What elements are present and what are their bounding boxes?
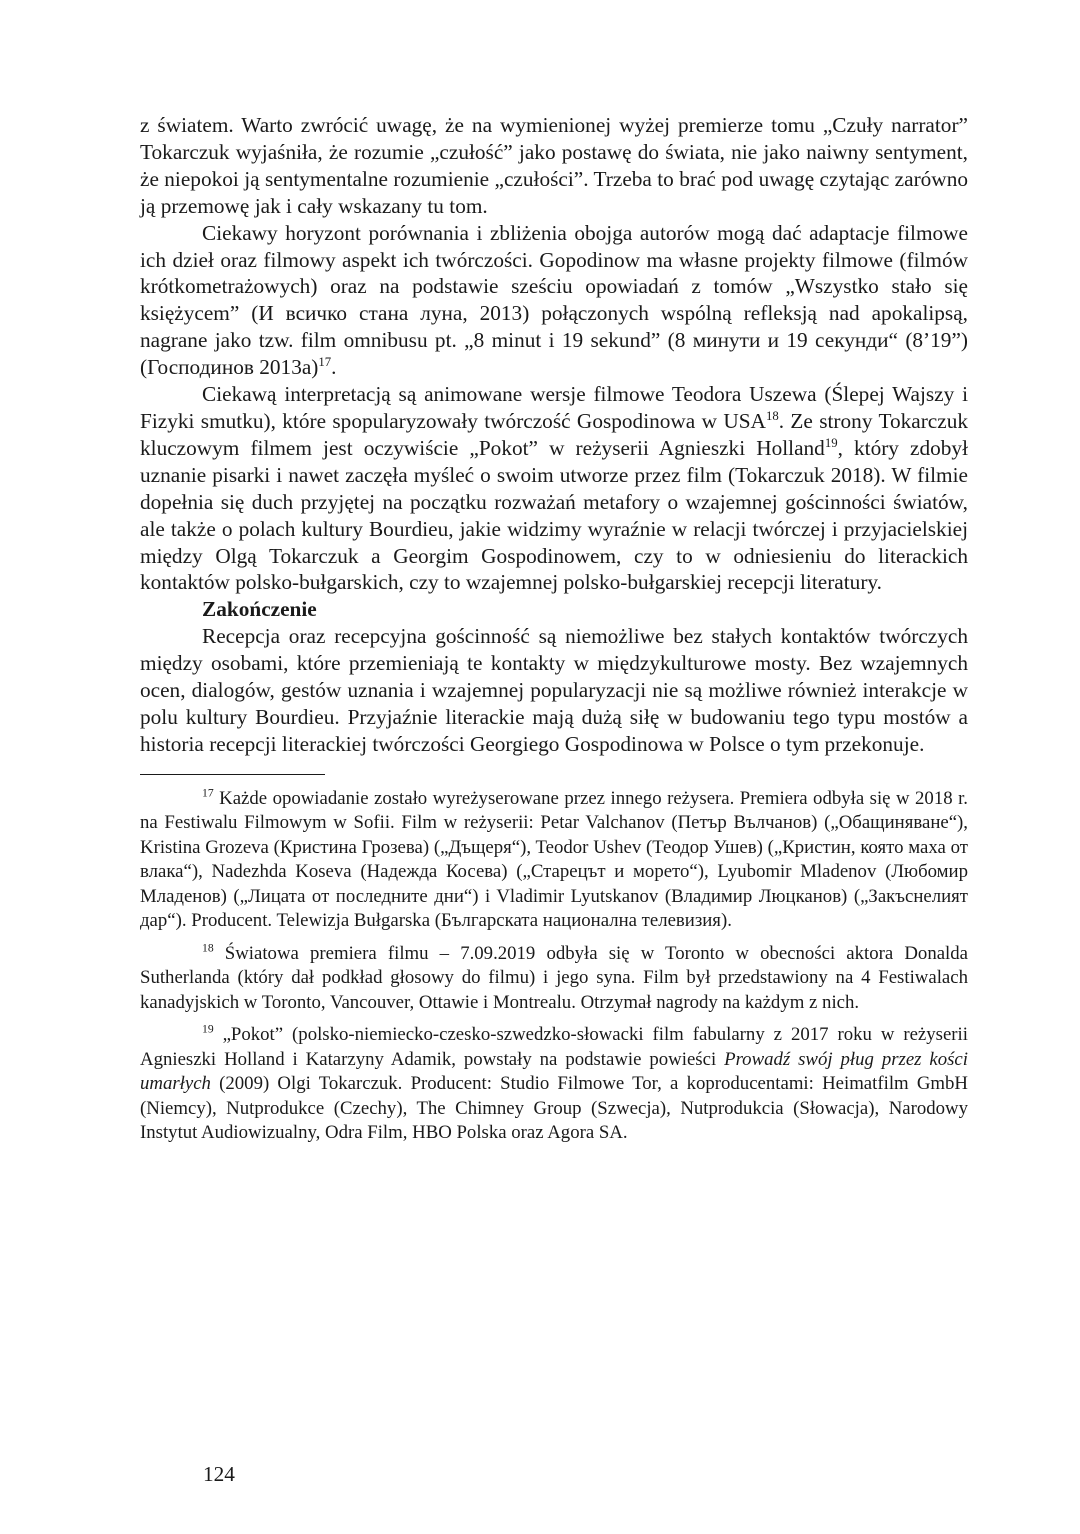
footnote-ref-19[interactable]: 19 bbox=[824, 435, 838, 450]
footnote-number: 17 bbox=[202, 786, 214, 800]
footnote-ref-18[interactable]: 18 bbox=[765, 408, 779, 423]
paragraph-3-text-c: , który zdobył uznanie pisarki i nawet zaczęła myśleć o swoim utworze przez film (Tokarczuk 2018). W filmie dopełnia się duch przyjętej na początku rozważań metafory o wzajemnej gościnności światów, ale także o polach kultury Bourdieu, jakie widzimy wyraźnie w relacji twórczej i przyjacielskiej między Olgą Tokarczuk a Georgim Gospodinowem, czy to w odniesieniu do literackich kontaktów polsko-bułgarskich, czy to wzajemnej polsko-bułgarskiej recepcji literatury. bbox=[140, 435, 969, 595]
closing-paragraph: Recepcja oraz recepcyjna gościnność są niemożliwe bez stałych kontaktów twórczych między osobami, które przemieniają te kontakty w międzykulturowe mosty. Bez wzajemnych ocen, dialogów, gestów uznania i wzajemnej popularyzacji nie są możliwe również interakcje w polu kultury Bourdieu. Przyjaźnie literackie mają dużą siłę w budowaniu tego typu mostów a historia recepcji literackiej twórczości Georgiego Gospodinowa w Polsce o tym przekonuje. bbox=[140, 624, 968, 756]
section-heading: Zakończenie bbox=[202, 597, 317, 622]
page bbox=[140, 112, 968, 1154]
paragraph-3-text-a: Ciekawą interpretacją są animowane wersje filmowe Teodora Uszewa (Ślepej Wajszy i Fizyki smutku), które spopularyzowały twórczość Gospodinowa w USA bbox=[140, 382, 968, 433]
footnote-number: 19 bbox=[202, 1022, 214, 1036]
footnote-text-a: „Pokot” (polsko-niemiecko-czesko-szwedzko-słowacki film fabularny z 2017 roku w reżyserii Agnieszki Holland i Katarzyny Adamik, powstały na podstawie powieści bbox=[140, 1024, 968, 1070]
main-text bbox=[140, 112, 968, 758]
footnote-17 bbox=[140, 787, 968, 934]
footnote-text: Światowa premiera filmu – 7.09.2019 odbyła się w Toronto w obecności aktora Donalda Sutherlanda (który dał podkład głosowy do filmu) i jego syna. Film był przedstawiony na 4 Festiwalach kanadyjskich w Toronto, Vancouver, Ottawie i Montrealu. Otrzymał nagrody na każdym z nich. bbox=[140, 942, 968, 1013]
footnote-text-b: (2009) Olgi Tokarczuk. Producent: Studio Filmowe Tor, a koproducentami: Heimatfilm GmbH (Niemcy), Nutprodukce (Czechy), The Chimney Group (Szwecja), Nutprodukcia (Słowacja), Narodowy Instytut Audiowizualny, Odra Film, HBO Polska oraz Agora SA. bbox=[140, 1073, 968, 1144]
page-number: 124 bbox=[203, 1462, 235, 1486]
footnote-number: 18 bbox=[202, 941, 214, 955]
paragraph-1: z światem. Warto zwrócić uwagę, że na wymienionej wyżej premierze tomu „Czuły narrator” Tokarczuk wyjaśniła, że rozumie „czułość” jako postawę do świata, nie jako naiwny sentyment, że niepokoi ją sentymentalne rozumienie „czułości”. Trzeba to brać pod uwagę czytając zarówno ją przemowę jak i cały wskazany tu tom. bbox=[140, 113, 968, 218]
paragraph-3-text-b: . Ze strony Tokarczuk kluczowym filmem jest oczywiście „Pokot” w reżyserii Agnieszki Holland bbox=[140, 408, 969, 460]
paragraph-2 bbox=[140, 220, 968, 381]
paragraph-2-text: Ciekawy horyzont porównania i zbliżenia obojga autorów mogą dać adaptacje filmowe ich dzieł oraz filmowy aspekt ich twórczości. Gopodinow ma własne projekty filmowe (filmów krótkometrażowych) oraz na podstawie sześciu opowiadań z tomów „Wszystko stało się księżycem” (И всичко стана луна, 2013) połączonych wspólną refleksją nad apokalipsą, nagrane jako tzw. film omnibusu pt. „8 minut i 19 sekund” (8 минути и 19 секунди“ (8’19”) (Господинов 2013a) bbox=[140, 220, 968, 380]
footnote-18 bbox=[140, 942, 968, 1016]
paragraph-2-end: . bbox=[331, 355, 337, 380]
footnote-ref-17[interactable]: 17 bbox=[318, 355, 332, 370]
footnote-separator bbox=[140, 774, 325, 775]
footnote-text: Każde opowiadanie zostało wyreżyserowane przez innego reżysera. Premiera odbyła się w 2018 r. na Festiwalu Filmowym w Sofii. Film w reżyserii: Petar Valchanov (Петър Вълчанов) („Обащиняване“), Kristina Grozeva (Кристина Грозева) („Дъщеря“), Teodor Ushev (Теодор Ушев) („Кристин, която маха от влака“), Nadezhda Koseva (Надежда Косева) („Старецът и морето“), Lyubomir Mladenov (Любомир Младенов) („Лицата от последните дни“) i Vladimir Lyutskanov (Владимир Люцканов) („Закъснелият дар“). Producent. Telewizja Bułgarska (Българската национална телевизия). bbox=[140, 787, 968, 932]
paragraph-3 bbox=[140, 381, 968, 596]
footnotes bbox=[140, 787, 968, 1146]
book-title: Prowadź swój pług przez kości umarłych bbox=[140, 1048, 968, 1095]
footnote-19 bbox=[140, 1023, 968, 1146]
